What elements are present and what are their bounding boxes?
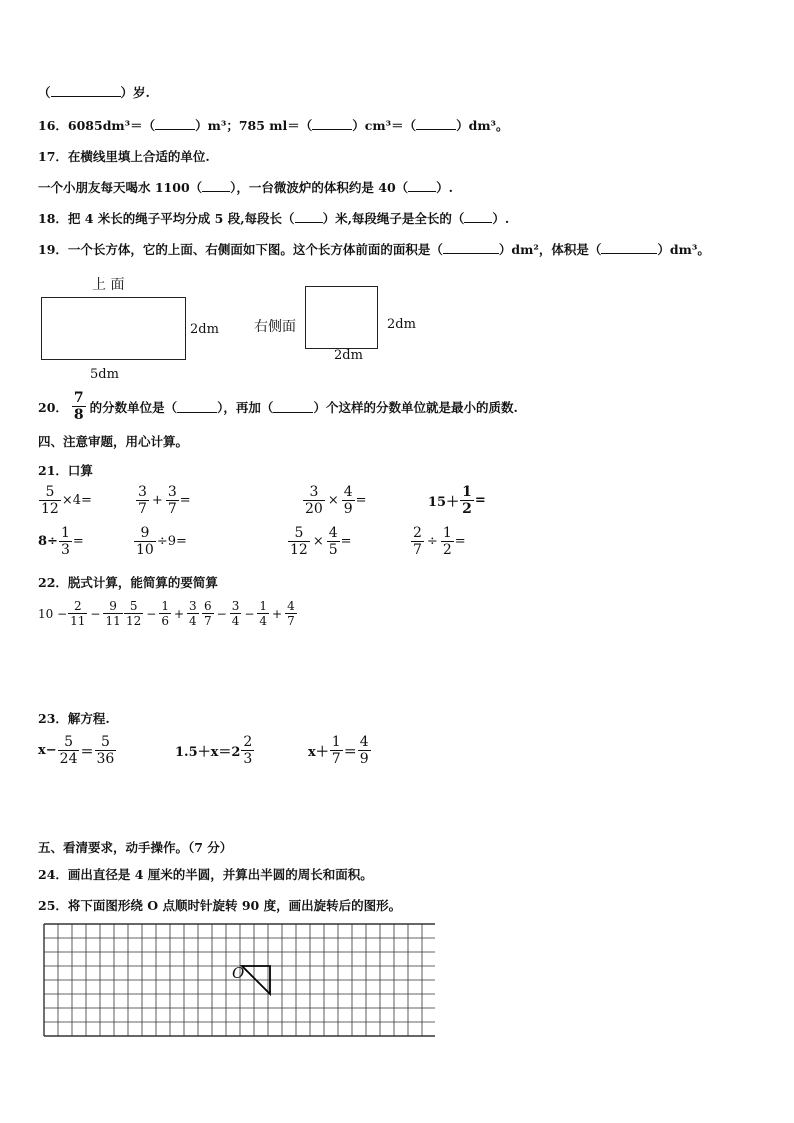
fraction (327, 525, 340, 558)
answer-blank[interactable] (295, 211, 323, 223)
top-face-side-label: 2dm (190, 322, 219, 337)
numerator: 4 (359, 734, 369, 750)
text: ）cm³＝（ (352, 118, 417, 133)
numerator: 1 (442, 525, 452, 541)
denominator: 36 (96, 751, 115, 767)
denominator: 12 (126, 614, 142, 628)
denominator: 11 (105, 614, 121, 628)
text: ）. (436, 180, 454, 195)
fraction (59, 525, 72, 558)
question-22 (38, 573, 218, 591)
point-o-label: O (232, 964, 245, 982)
text: 的分数单位是（ (89, 399, 178, 415)
fraction (460, 484, 474, 517)
text: 在横线里填上合适的单位. (67, 149, 210, 164)
numerator: 5 (294, 525, 304, 541)
fraction (187, 599, 199, 628)
equation-3 (308, 734, 372, 767)
text: ），再加（ (217, 399, 274, 415)
numerator: 9 (109, 599, 117, 613)
denominator: 12 (41, 501, 59, 517)
text: 脱式计算，能简算的要简算 (67, 575, 218, 590)
answer-blank[interactable] (202, 180, 230, 192)
numerator: 3 (167, 484, 177, 500)
oral-calc-1 (38, 484, 92, 517)
text: 15＋ (428, 495, 460, 510)
numerator: 5 (45, 484, 55, 500)
fraction (330, 734, 343, 767)
operator: − (216, 606, 227, 621)
numerator: 9 (140, 525, 150, 541)
numerator: 4 (328, 525, 338, 541)
answer-blank[interactable] (464, 211, 492, 223)
denominator: 8 (73, 407, 84, 423)
answer-blank[interactable] (155, 118, 195, 130)
numerator: 5 (64, 734, 74, 750)
oral-calc-4 (428, 484, 486, 517)
text: ＝ (343, 745, 357, 760)
text: = (340, 534, 352, 549)
text: 1.5＋x＝2 (175, 745, 241, 760)
fraction (124, 599, 143, 628)
text: ÷9= (156, 534, 187, 549)
q-top-line (38, 83, 150, 101)
text: = (72, 534, 84, 549)
numerator: 2 (243, 734, 253, 750)
fraction (72, 390, 86, 423)
text: 把 4 米长的绳子平均分成 5 段,每段长（ (67, 211, 295, 226)
text: 将下面图形绕 O 点顺时针旋转 90 度，画出旋转后的图形。 (67, 898, 402, 913)
fraction (159, 599, 171, 628)
answer-blank[interactable] (416, 118, 456, 130)
oral-calc-6 (133, 525, 187, 558)
denominator: 4 (189, 614, 197, 628)
top-face-bottom-label: 5dm (90, 367, 119, 382)
numerator: 6 (204, 599, 212, 613)
text: = (474, 493, 486, 508)
text: ）m³；785 ml＝（ (195, 118, 313, 133)
numerator: 2 (73, 599, 82, 613)
fraction (230, 599, 242, 628)
operator: − (90, 606, 101, 621)
denominator: 6 (161, 614, 169, 628)
fraction (136, 484, 149, 517)
numerator: 4 (343, 484, 353, 500)
text: ）dm²，体积是（ (498, 242, 602, 257)
denominator: 4 (231, 614, 240, 628)
denominator: 7 (204, 614, 212, 628)
denominator: 5 (328, 542, 338, 558)
question-16 (38, 116, 509, 134)
oral-calc-7 (287, 525, 352, 558)
denominator: 7 (138, 501, 147, 517)
numerator: 5 (129, 599, 138, 613)
question-number: 17． (38, 149, 68, 164)
question-19 (38, 240, 710, 258)
text: ）. (492, 211, 510, 226)
operator: + (272, 606, 283, 621)
fraction (257, 599, 269, 628)
operator: − (146, 606, 157, 621)
text: 一个小朋友每天喝水 1100（ (38, 180, 203, 195)
answer-blank[interactable] (177, 401, 217, 413)
right-face-side-label: 2dm (387, 317, 416, 332)
question-number: 18． (38, 211, 68, 226)
text: x− (38, 743, 57, 758)
question-number: 25． (38, 898, 68, 913)
text: 口算 (67, 463, 93, 478)
numerator: 3 (138, 484, 147, 500)
answer-blank[interactable] (408, 180, 436, 192)
numerator: 1 (259, 599, 268, 613)
fraction (202, 599, 214, 628)
operator: + (173, 606, 185, 621)
top-face-label: 上 面 (92, 277, 125, 293)
fraction (68, 599, 87, 628)
denominator: 2 (442, 542, 452, 558)
oral-calc-5 (38, 525, 84, 558)
question-number: 20． (38, 399, 68, 415)
answer-blank[interactable] (443, 242, 499, 254)
text: ）个这样的分数单位就是最小的质数. (313, 399, 518, 415)
section-4-title: 四、注意审题，用心计算。 (38, 434, 189, 449)
text: 6085dm³＝（ (67, 118, 156, 133)
text: = (179, 493, 191, 508)
numerator: 3 (231, 599, 240, 613)
denominator: 11 (70, 614, 86, 628)
question-25 (38, 896, 401, 914)
denominator: 4 (259, 614, 268, 628)
text: 画出直径是 4 厘米的半圆，并算出半圆的周长和面积。 (67, 867, 373, 882)
numerator: 2 (413, 525, 422, 541)
numerator: 1 (331, 734, 341, 750)
question-17 (38, 147, 210, 165)
text: = (454, 534, 466, 549)
text: ）dm³。 (657, 242, 710, 257)
question-number: 16． (38, 118, 68, 133)
step-calc-1 (38, 599, 124, 628)
operator: − (244, 606, 255, 621)
numerator: 3 (189, 599, 197, 613)
question-number: 19． (38, 242, 68, 257)
fraction (58, 734, 80, 767)
question-18 (38, 209, 509, 227)
text: ×4= (61, 493, 92, 508)
question-number: 21． (38, 463, 68, 478)
right-face-rect (305, 286, 378, 349)
numerator: 1 (462, 484, 472, 500)
question-number: 24． (38, 867, 68, 882)
denominator: 10 (136, 542, 154, 558)
text: ）米,每段绳子是全长的（ (322, 211, 465, 226)
fraction (103, 599, 122, 628)
operator: × (312, 534, 324, 549)
section-5-title: 五、看清要求，动手操作。（7 分） (38, 840, 233, 855)
step-calc-3 (201, 599, 298, 628)
question-21 (38, 461, 93, 479)
text: ），一台微波炉的体积约是 40（ (230, 180, 409, 195)
question-number: 23． (38, 711, 68, 726)
denominator: 7 (331, 751, 341, 767)
fraction (39, 484, 61, 517)
question-17-line (38, 178, 453, 196)
denominator: 12 (290, 542, 308, 558)
denominator: 3 (60, 542, 70, 558)
fraction (303, 484, 325, 517)
operator: + (151, 493, 163, 508)
operator: × (327, 493, 339, 508)
fraction (342, 484, 355, 517)
answer-blank[interactable] (312, 118, 352, 130)
oral-calc-2 (135, 484, 191, 517)
oral-calc-3 (302, 484, 367, 517)
fraction (134, 525, 156, 558)
fraction (95, 734, 117, 767)
numerator: 7 (73, 390, 84, 406)
equation-2 (175, 734, 255, 767)
top-face-rect (41, 297, 186, 360)
denominator: 7 (287, 614, 295, 628)
denominator: 2 (462, 501, 472, 517)
text: ）dm³。 (456, 118, 509, 133)
numerator: 1 (60, 525, 70, 541)
right-face-bottom-label: 2dm (334, 348, 363, 363)
text: 一个长方体，它的上面、右侧面如下图。这个长方体前面的面积是（ (67, 242, 443, 257)
fraction (241, 734, 254, 767)
question-number: 22． (38, 575, 68, 590)
answer-blank[interactable] (273, 401, 313, 413)
question-20 (38, 390, 518, 423)
right-face-label: 右侧面 (254, 319, 296, 335)
denominator: 3 (243, 751, 253, 767)
text: （ (38, 85, 51, 100)
oral-calc-8 (410, 525, 466, 558)
denominator: 7 (167, 501, 177, 517)
numerator: 4 (287, 599, 295, 613)
numerator: 3 (309, 484, 319, 500)
operator: ÷ (426, 534, 438, 549)
numerator: 5 (100, 734, 110, 750)
question-23 (38, 709, 110, 727)
text: 8÷ (38, 534, 58, 549)
fraction (358, 734, 371, 767)
denominator: 9 (343, 501, 353, 517)
text: ＝ (80, 745, 94, 760)
answer-blank[interactable] (51, 85, 121, 97)
step-calc-2 (123, 599, 200, 628)
denominator: 20 (305, 501, 323, 517)
text: x＋ (308, 745, 329, 760)
equation-1 (38, 734, 117, 767)
denominator: 7 (413, 542, 422, 558)
numerator: 1 (161, 599, 169, 613)
fraction (285, 599, 297, 628)
fraction (411, 525, 424, 558)
fraction (166, 484, 179, 517)
question-24 (38, 865, 373, 883)
text: = (355, 493, 367, 508)
fraction (288, 525, 310, 558)
denominator: 24 (59, 751, 78, 767)
text: 10 − (38, 606, 68, 621)
text: ）岁. (120, 85, 150, 100)
answer-blank[interactable] (601, 242, 657, 254)
denominator: 9 (359, 751, 369, 767)
fraction (441, 525, 454, 558)
text: 解方程. (67, 711, 110, 726)
